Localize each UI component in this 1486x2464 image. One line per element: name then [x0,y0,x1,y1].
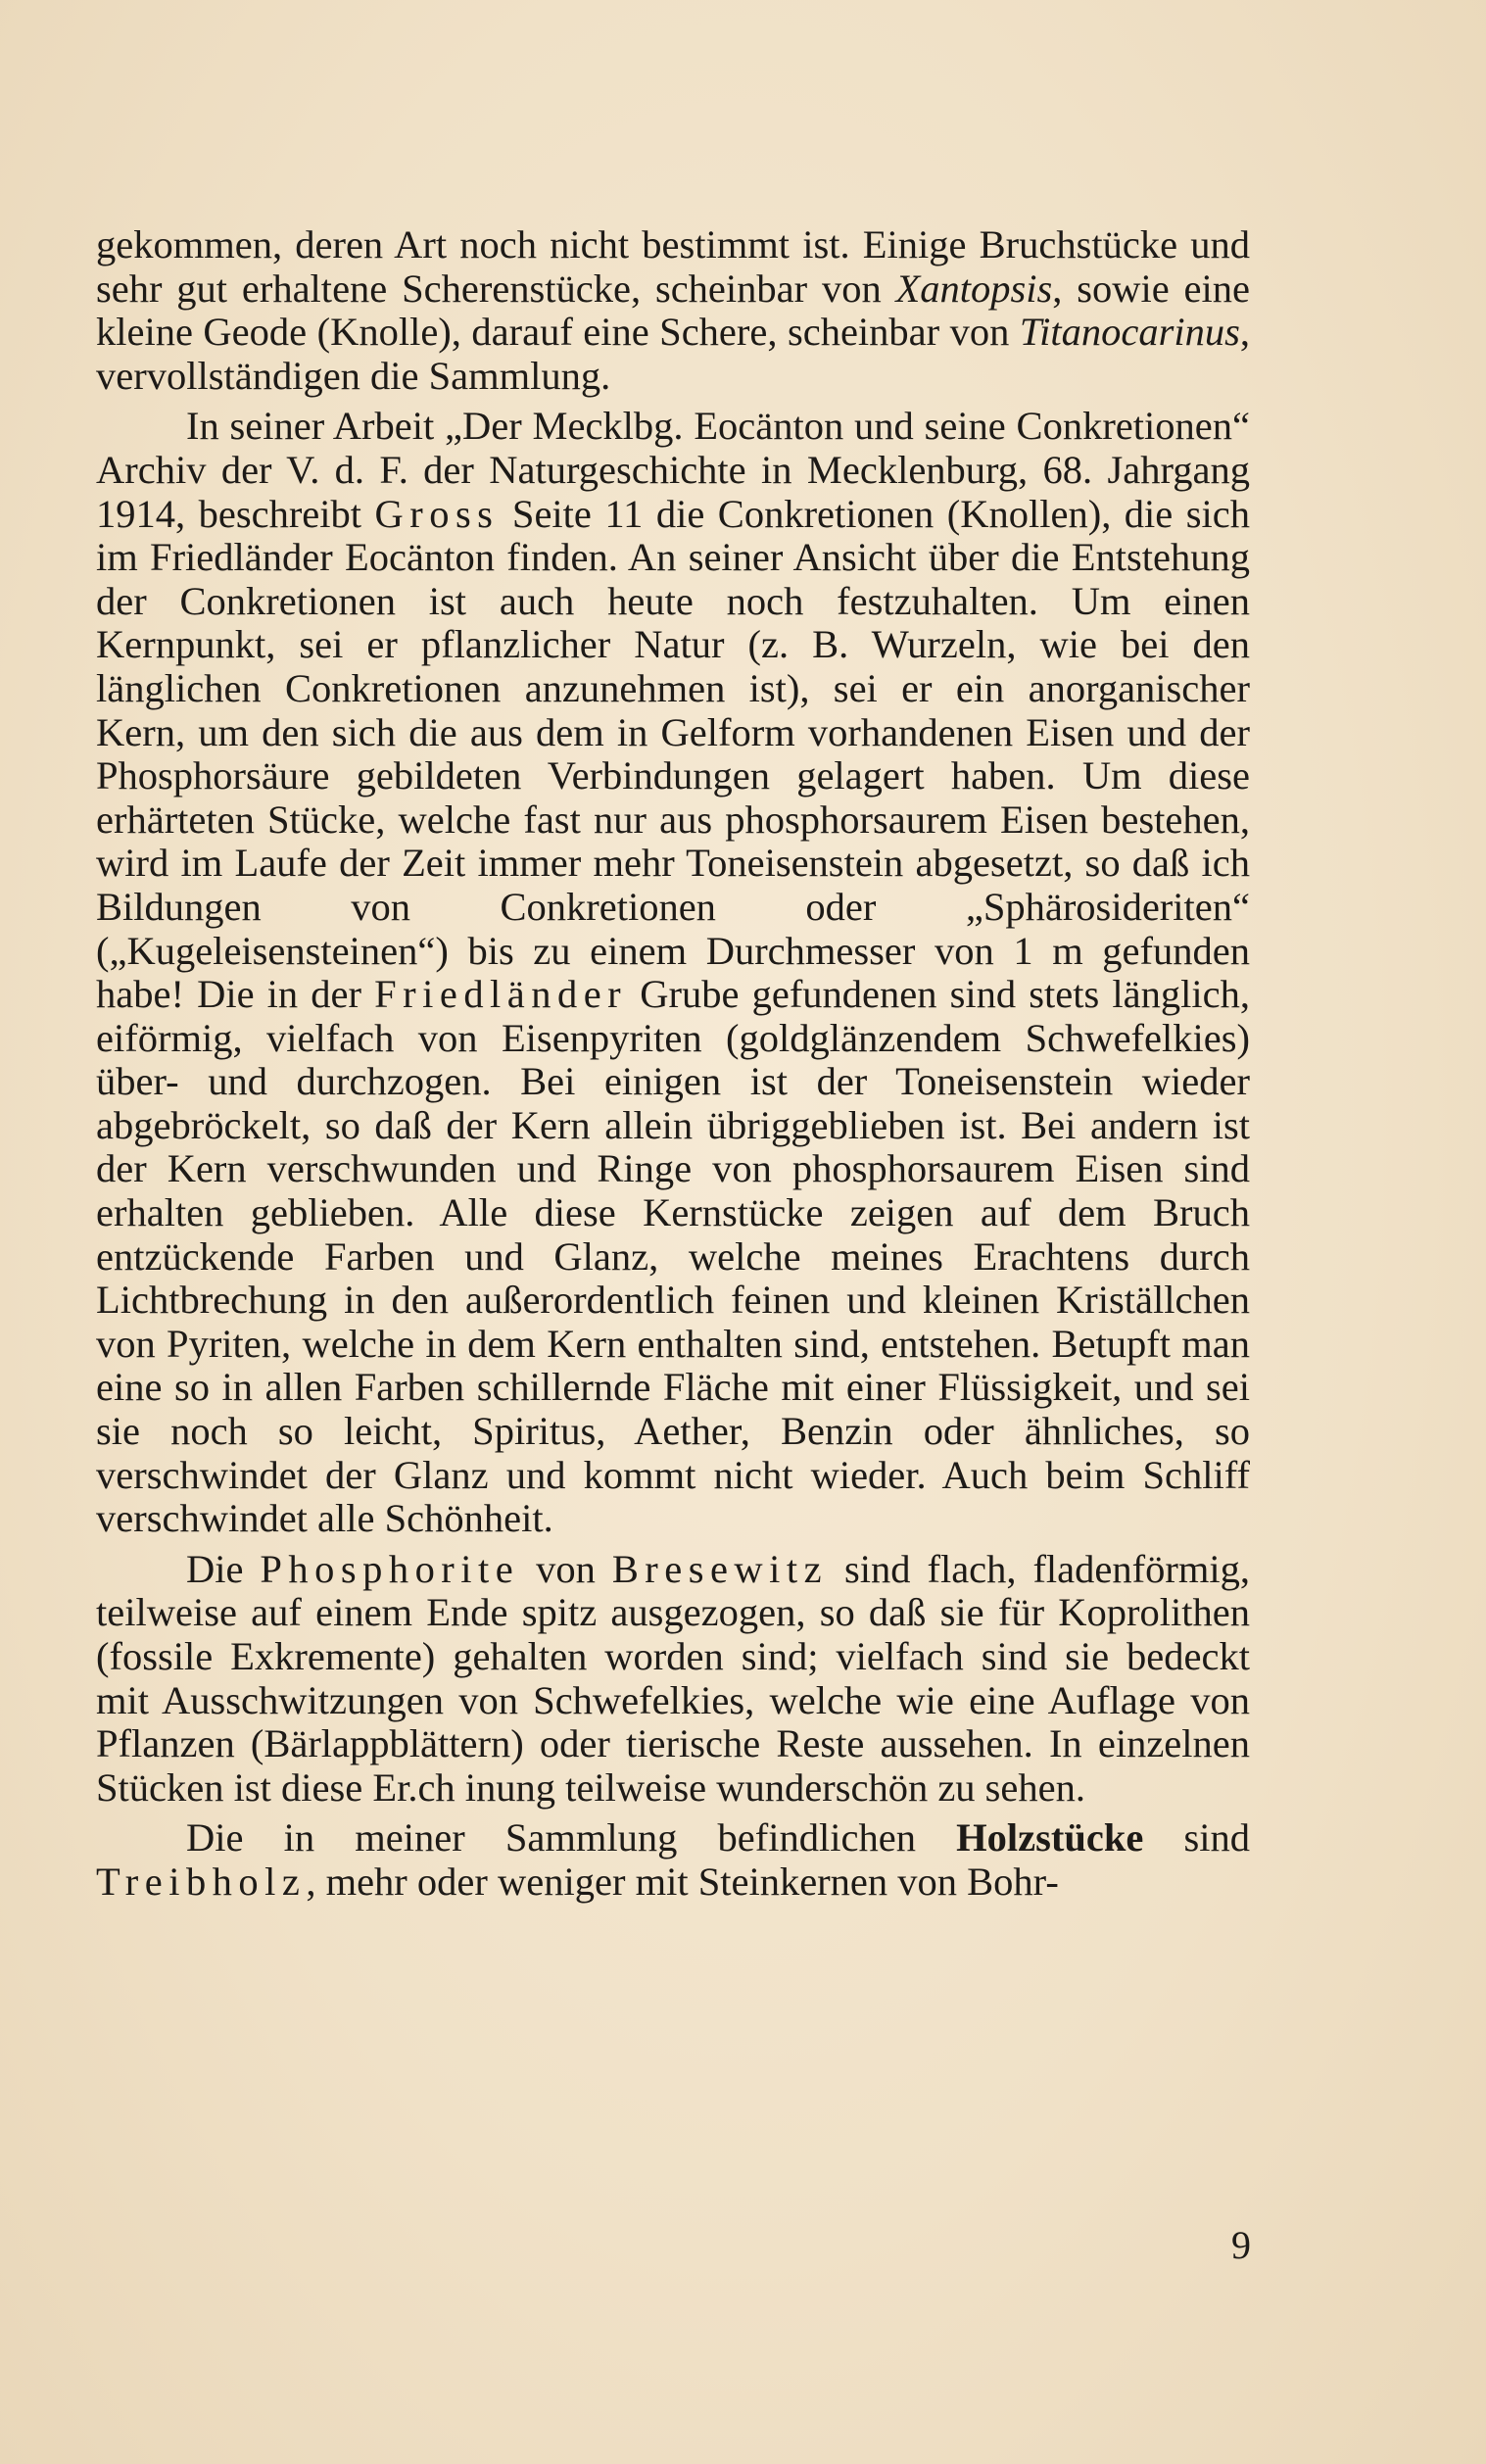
text-run: In seiner Arbeit „Der Mecklbg. Eocänton und seine Conkretionen“ Archiv der V. d. F. der Naturgeschichte in Mecklenburg, 68. Jahrgang 1914, beschreibt [96,404,1250,536]
text-run: von [519,1546,612,1591]
text-run: sind flach, fladenförmig, teilweise auf einem Ende spitz ausgezogen, so daß sie für Koprolithen (fossile Exkremente) gehalten worden sind; vielfach sind sie bedeckt mit Ausschwitzungen von Schwefelkies, welche wie eine Auflage von Pflanzen (Bärlappblättern) oder tierische Reste aussehen. In einzelnen Stücken ist diese Er.ch inung teilweise wunderschön zu sehen. [96,1546,1250,1810]
term-phosphorite: Phosphorite [260,1546,520,1591]
author-name-gross: Gross [374,491,500,536]
genus-name-xantopsis: Xantopsis [895,266,1053,311]
text-run: Die [186,1546,261,1591]
paragraph-3 [96,1548,1250,1811]
place-name-bresewitz: Bresewitz [611,1546,829,1591]
place-name-friedlaender: Friedländer [374,972,628,1017]
body-text [96,223,1250,1905]
text-run: Seite 11 die Conkretionen (Knollen), die sich im Friedländer Eocänton finden. An seiner Ansicht über die Entstehung der Conkretionen ist auch heute noch festzuhalten. Um einen Kernpunkt, sei er pflanzlicher Natur (z. B. Wurzeln, wie bei den länglichen Conkretionen anzunehmen ist), sei er ein anorganischer Kern, um den sich die aus dem in Gelform vorhandenen Eisen und der Phosphorsäure gebildeten Verbindungen gelagert haben. Um diese erhärteten Stücke, welche fast nur aus phosphorsaurem Eisen bestehen, wird im Laufe der Zeit immer mehr Toneisenstein abgesetzt, so daß ich Bildungen von Conkretionen oder „Sphärosideriten“ („Kugeleisensteinen“) bis zu einem Durchmesser von 1 m gefunden habe! Die in der [96,491,1250,1017]
text-run: Die in meiner Sammlung befindlichen [186,1815,957,1860]
paragraph-1 [96,223,1250,398]
term-treibholz: Treibholz [96,1859,307,1904]
genus-name-titanocarinus: Titanocarinus [1019,310,1240,355]
term-holzstuecke: Holzstücke [956,1815,1144,1860]
text-run: , sowie eine kleine Geode (Knolle), darauf eine Schere, scheinbar von [96,266,1250,355]
text-run: , mehr oder weniger mit Steinkernen von Bohr- [306,1859,1059,1904]
text-run: Grube gefundenen sind stets länglich, eiförmig, vielfach von Eisenpyriten (goldglänzendem Schwefelkies) über- und durchzogen. Bei einigen ist der Toneisenstein wieder abgebröckelt, so daß der Kern allein übriggeblieben ist. Bei andern ist der Kern verschwunden und Ringe von phosphorsaurem Eisen sind erhalten geblieben. Alle diese Kernstücke zeigen auf dem Bruch entzückende Farben und Glanz, welche meines Erachtens durch Lichtbrechung in den außerordentlich feinen und kleinen Kriställchen von Pyriten, welche in dem Kern enthalten sind, entstehen. Betupft man eine so in allen Farben schillernde Fläche mit einer Flüssigkeit, und sei sie noch so leicht, Spiritus, Aether, Benzin oder ähnliches, so verschwindet der Glanz und kommt nicht wieder. Auch beim Schliff verschwindet alle Schönheit. [96,972,1250,1541]
text-run: gekommen, deren Art noch nicht bestimmt ist. Einige Bruchstücke und sehr gut erhaltene Scherenstücke, scheinbar von [96,222,1250,311]
paragraph-4 [96,1816,1250,1904]
paragraph-2 [96,405,1250,1540]
text-run: sind [1143,1815,1250,1860]
page-number: 9 [1231,2223,1251,2267]
text-run: , vervollständigen die Sammlung. [96,310,1250,398]
